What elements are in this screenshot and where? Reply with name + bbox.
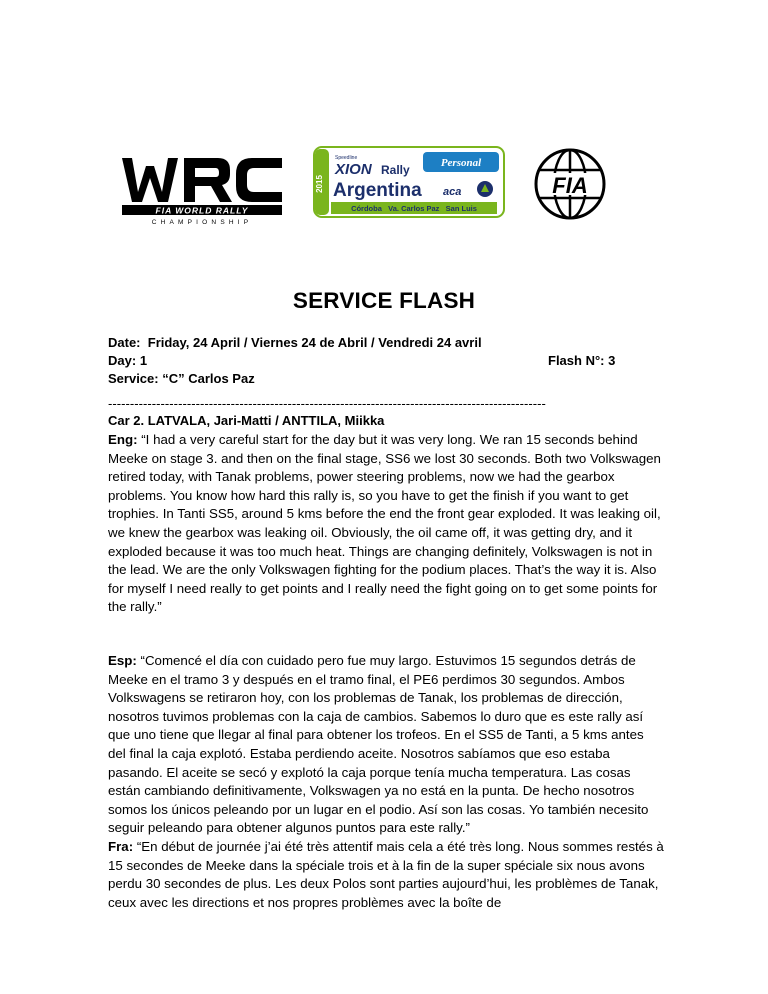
date-value: Friday, 24 April / Viernes 24 de Abril / Vendredi 24 avril [147,335,482,350]
fra-label: Fra: [108,839,134,854]
rally-country: Argentina [333,180,422,201]
rally-towns: Córdoba Va. Carlos Paz San Luis [351,204,477,213]
rally-aca: aca [443,186,462,198]
car-heading: Car 2. LATVALA, Jari-Matti / ANTTILA, Miikka [108,413,385,428]
esp-text: “Comencé el día con cuidado pero fue muy largo. Estuvimos 15 segundos detrás de Meeke en el tramo 3 y después en el tramo final, el PE6 perdimos 30 segundos. Ambos Volkswagens se retiraron hoy, con los problemas de Tanak, los problemas de dirección, nosotros tuvimos problemas con la caja de cambios. Sabemos lo duro que es este rally así que uno tiene que llegar al final para obtener los trofeos. En el SS5 de Tanti, a 5 kms antes del final la caja explotó. Estaba perdiendo aceite. Nosotros sabíamos que eso estaba pasando. El aceite se secó y explotó la caja porque tenía mucha temperatura. Las cosas están cambiando definitivamente, Volkswagen ya no está en la punta. De hecho nosotros somos los únicos peleando por un lugar en el podio. Así son las cosas. Yo también necesito seguir peleando para obtener algunos puntos para este rally.” [108,653,649,836]
flash-value: 3 [608,353,616,368]
meta-service-row [108,370,638,388]
page-title: SERVICE FLASH [292,288,476,313]
rally-word: Rally [381,163,410,177]
french-paragraph [108,838,664,912]
rally-argentina-logo [313,146,505,218]
spanish-paragraph [108,652,664,838]
wrc-logo [118,150,286,226]
esp-label: Esp: [108,653,137,668]
english-paragraph [108,431,664,617]
date-label: Date: [108,335,141,350]
fia-globe-graphic [534,148,606,220]
fia-logo [534,148,606,220]
service-label: Service: [108,371,159,386]
day-value: 1 [139,353,148,368]
rally-partner: Personal [440,157,482,169]
meta-flash-row [548,352,615,370]
meta-date-row [108,334,638,352]
fra-text: “En début de journée j’ai été très attentif mais cela a été très long. Nous sommes restés à 15 secondes de Meeke dans la spéciale trois et à la fin de la super spéciale six nous avons perdu 30 secondes de plus. Les deux Polos sont parties aujourd’hui, les problèmes de Tanak, ceux avec les directions et nos propres problèmes avec la boîte de [108,839,664,910]
rally-year: 2015 [315,175,324,193]
header-logos [0,142,768,232]
rally-argentina-graphic [313,146,505,218]
day-label: Day: [108,353,137,368]
flash-label: Flash N°: [548,353,605,368]
wrc-tagline-text: CHAMPIONSHIP [151,219,253,226]
wrc-sub-text: FIA WORLD RALLY [155,205,249,216]
eng-label: Eng: [108,432,138,447]
rally-sponsor-top: Speedline [335,155,358,161]
rally-sponsor: XION [335,161,372,178]
dashed-divider: ---------------------------------------------------------------------------------------------------- [108,396,546,411]
eng-text: “I had a very careful start for the day but it was very long. We ran 15 seconds behind Meeke on stage 3. and then on the final stage, SS6 we lost 30 seconds. Both two Volkswagen retired today, with Tanak problems, power steering problems, now we had the gearbox problems. You know how hard this rally is, so you have to get the finish if you want to get trophies. In Tanti SS5, around 5 kms before the end the front gear exploded. It was leaking oil, we knew the gearbox was leaking oil. Obviously, the oil came off, it was getting dry, and it exploded because it was too much heat. Things are changing definitely, Volkswagen is not in the lead. We are the only Volkswagen fighting for the podium places. That’s the way it is. Also for myself I need really to get points and I really need the fight going on to get some points for the rally.” [108,432,661,615]
fia-text: FIA [552,173,588,198]
wrc-logo-graphic [118,150,286,226]
service-value: “C” Carlos Paz [162,371,255,386]
